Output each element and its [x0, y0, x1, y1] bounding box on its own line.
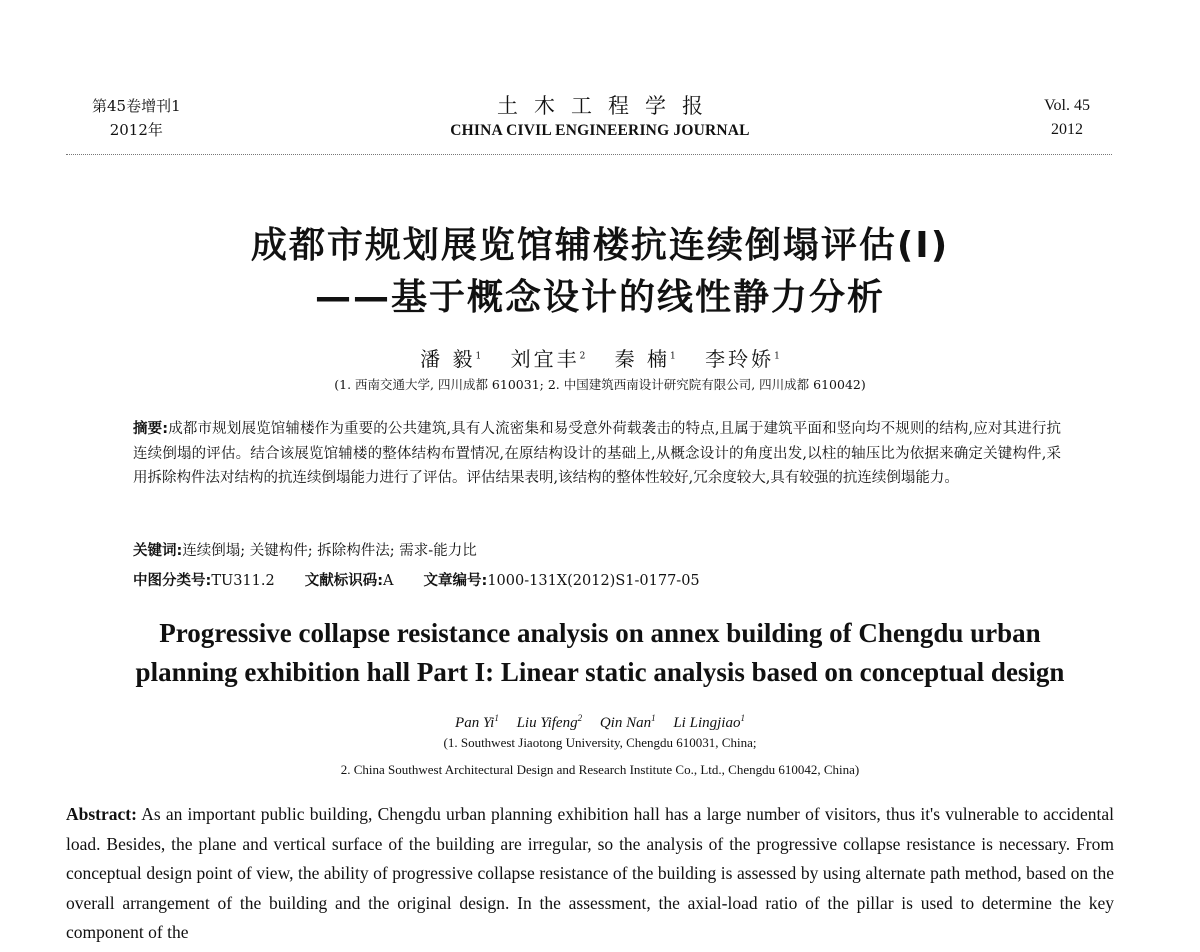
doc-code-value: A — [383, 573, 394, 589]
title-cn-line1: 成都市规划展览馆辅楼抗连续倒塌评估(I) — [250, 225, 950, 266]
header-volume-info — [1044, 94, 1090, 142]
title-cn — [0, 220, 1200, 324]
author-en: Pan Yi$^1$ — [455, 713, 499, 731]
running-header — [0, 92, 1200, 142]
author-cn: 潘 毅$^1$ — [420, 346, 482, 371]
keywords-cn-text: 连续倒塌; 关键构件; 拆除构件法; 需求-能力比 — [182, 543, 477, 559]
title-cn-line2: ——基于概念设计的线性静力分析 — [314, 277, 885, 318]
article-id-value: 1000-131X(2012)S1-0177-05 — [487, 573, 700, 589]
author-en: Li Lingjiao$^1$ — [673, 713, 745, 731]
title-en-line2: planning exhibition hall Part I: Linear static analysis based on conceptual design — [135, 657, 1065, 687]
authors-cn — [0, 342, 1200, 373]
doc-code-label: 文献标识码: — [304, 573, 384, 589]
abstract-en — [66, 800, 1114, 948]
title-en-line1: Progressive collapse resistance analysis on annex building of Chengdu urban — [159, 618, 1041, 648]
header-journal-name — [0, 92, 1200, 142]
author-en: Liu Yifeng$^2$ — [516, 713, 583, 731]
header-volume-cn: 第45卷增刊1 — [92, 97, 181, 115]
abstract-en-text: As an important public building, Chengdu urban planning exhibition hall has a large number of visitors, thus it's vulnerable to accidental load. Besides, the plane and vertical surface of the building are irregular, so the analysis of the progressive collapse resistance is necessary. From conceptual design point of view, the ability of progressive collapse resistance of the building is assessed by using alternate path method, based on the overall arrangement of the building and the original design. In the assessment, the axial-load ratio of the pillar is used to determine the key component of the — [66, 804, 1114, 942]
author-cn: 李玲娇$^1$ — [705, 346, 780, 371]
author-cn: 秦 楠$^1$ — [614, 346, 676, 371]
classification-cn — [133, 570, 700, 592]
abstract-cn — [133, 417, 1061, 491]
affiliation-en-2: 2. China Southwest Architectural Design and Research Institute Co., Ltd., Chengdu 610042, China) — [340, 762, 860, 777]
journal-name-en: CHINA CIVIL ENGINEERING JOURNAL — [450, 122, 750, 139]
affiliation-en-1: (1. Southwest Jiaotong University, Chengdu 610031, China; — [443, 735, 757, 750]
authors-en — [0, 707, 1200, 734]
title-en — [0, 614, 1200, 692]
clc-label: 中图分类号: — [133, 573, 212, 589]
keywords-cn — [133, 540, 477, 562]
abstract-cn-text: 成都市规划展览馆辅楼作为重要的公共建筑,具有人流密集和易受意外荷载袭击的特点,且属于建筑平面和竖向均不规则的结构,应对其进行抗连续倒塌的评估。结合该展览馆辅楼的整体结构布置情况,在原结构设计的基础上,从概念设计的角度出发,以柱的轴压比为依据来确定关键构件,采用拆除构件法对结构的抗连续倒塌能力进行了评估。评估结果表明,该结构的整体性较好,冗余度较大,具有较强的抗连续倒塌能力。 — [133, 421, 1061, 487]
clc-value: TU311.2 — [211, 573, 275, 589]
keywords-cn-label: 关键词: — [133, 543, 183, 559]
author-cn: 刘宜丰$^2$ — [510, 346, 586, 371]
header-divider — [66, 154, 1112, 155]
header-year-en: 2012 — [1051, 121, 1084, 138]
header-volume-en: Vol. 45 — [1044, 97, 1090, 114]
abstract-en-label: Abstract: — [66, 804, 137, 824]
header-year-cn: 2012年 — [109, 121, 163, 139]
article-id-label: 文章编号: — [423, 573, 488, 589]
journal-name-cn: 土木工程学报 — [497, 94, 719, 118]
affiliation-cn: (1. 西南交通大学, 四川成都 610031; 2. 中国建筑西南设计研究院有限公司, 四川成都 610042) — [334, 377, 866, 392]
author-en: Qin Nan$^1$ — [599, 713, 656, 731]
abstract-cn-label: 摘要: — [133, 421, 169, 437]
